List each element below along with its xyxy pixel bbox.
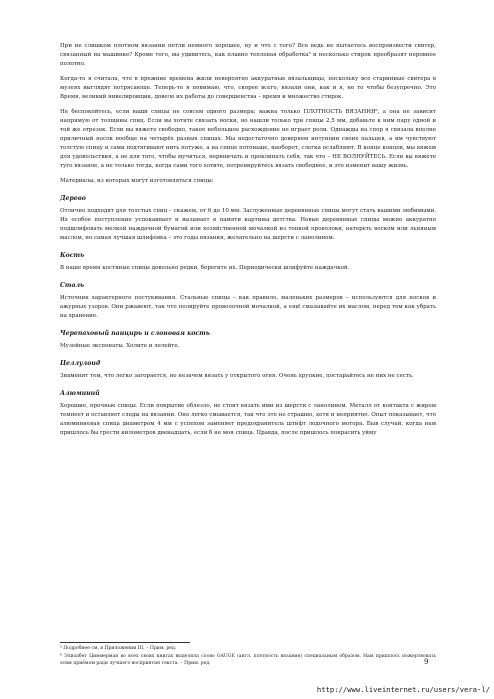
section-heading-bone: Кость [60,252,85,259]
footnote: ⁶ Элизабет Циммерман во всех своих книгах выделяла слово GAUGE (англ. плотность вязания) специальным образом. Нам пришлось пожертвовать этим приёмом ради лучшего восприятия текста. – Прим. ред. [60,654,436,666]
paragraph: Материалы, из которых могут изготовляться спицы: [60,178,214,184]
footnote: ⁵ Подробнее см. в Приложении III. – Прим. ред. [60,646,177,651]
paragraph: Когда-то я считала, что в прежние времена жили невероятно аккуратные вязальщицы, поскольку все старинные свитера в музеях выглядят потрясающе. Теперь-то я понимаю, что, скорее всего, вязали они, как и я, не то чтобы безупречно. Это Время, великий нивелировщик, довело их работы до совершенства – время и множество стирок. [60,76,436,100]
section-text-bone: В наше время костяные спицы довольно редки, берегите их. Периодически шлифуйте наждачкой. [60,265,350,271]
section-heading-wood: Дерево [60,195,86,202]
paragraph: При не слишком плотном вязании петли немного хорошее, ну и что с того? Все ведь не пытаетесь воспроизвести свитер, связанный на машинке? Кроме того, вы удивитесь, как плавно тепловая обработка⁵ и несколько стирок преобразят неровное полотно. [60,43,436,67]
watermark-url: http://www.liveinternet.ru/users/vera-l/ [316,685,490,694]
section-heading-aluminium: Алюминий [60,390,100,397]
section-text-celluloid: Знаменит тем, что легко загорается, но незачем вязать у открытого огня. Очень хрупкие, постарайтесь не них не сесть. [60,373,414,379]
footnote-divider [60,642,190,643]
section-heading-tortoiseshell: Черепаховый панцирь и слоновая кость [60,330,210,337]
footnotes [60,642,436,669]
section-text-steel: Источник характерного постукивания. Стальные спицы – как правило, маленьких размеров – используются для носков и ажурных узоров. Они ржавеют, так что полируйте проволочной мочалкой, а ещё смазывайте их маслом, перед тем как убрать на хранение. [60,295,436,319]
section-text-wood: Отлично подходят для толстых спиц – скажем, от 6 до 10 мм. Заслуженные деревянные спицы могут стать вашими любимыми. Их особое поступление успокаивает и вызывает в памяти картины детства. Новые деревянные спицы можно аккуратно подшлифовать мелкой наждачной бумагой или хозяйственной мочалкой из тонкой проволоки, натереть воском или льняным маслом, но самая лучшая шлифовка – это годы вязания, желательно на шерсти с ланолином. [60,208,436,241]
section-heading-steel: Сталь [60,282,85,289]
section-text-aluminium: Хорошие, прочные спицы. Если покрытие облезло, не стоит вязать ими из шерсти с ланолином. Металл от контакта с жиром темнеет и оставляет следы на вязании. Оно легко смывается, так что это не страшно, хотя и неприятно. Опыт показывает, что алюминиевая спица диаметром 4 мм с успехом заменяет предохранитель штифт лодочного мотора. Быв случай, когда нам пришлось бы грести километров двенадцать, если б не моя спица. Правда, после пришлось покрасить уйму [60,403,436,436]
body-text [60,42,436,444]
section-heading-celluloid: Целлулоид [60,360,101,367]
paragraph: Не беспокойтесь, если ваши спицы не совсем одного размера; важна только ПЛОТНОСТЬ ВЯЗАНИЯ⁶, а она не зависит напрямую от толщины спиц. Если вы хотите связать носки, но нашли только три спицы 2,5 мм, добавьте к ним пару одной и той же отрезок. Если вы вяжете свободно, такое небольшое расхождение не играет роли. Однажды на спор я связала вполне приличный носок вообще на четырёх разных спицах. Мы недостаточно доверяем интуиции своих пальцев, а им чувствуют толстую спицу и сами подтягивают нить потуже, а на спице потоньше, наоборот, слегка ослабляют. В конце концов, мы вяжем для удовольствия, а не для того, чтобы мучиться, нервничать и проклинать себя, так что – НЕ ВОЛНУЙТЕСЬ. Если вы вяжете туго вязаное, а не только тогда, когда сами того хотите, потренируйтесь вязать свободнее, и это изменит вашу жизнь. [60,109,436,169]
section-text-tortoiseshell: Музейные экспонаты. Холите и лелейте. [60,343,180,349]
page-number: 9 [424,658,429,666]
